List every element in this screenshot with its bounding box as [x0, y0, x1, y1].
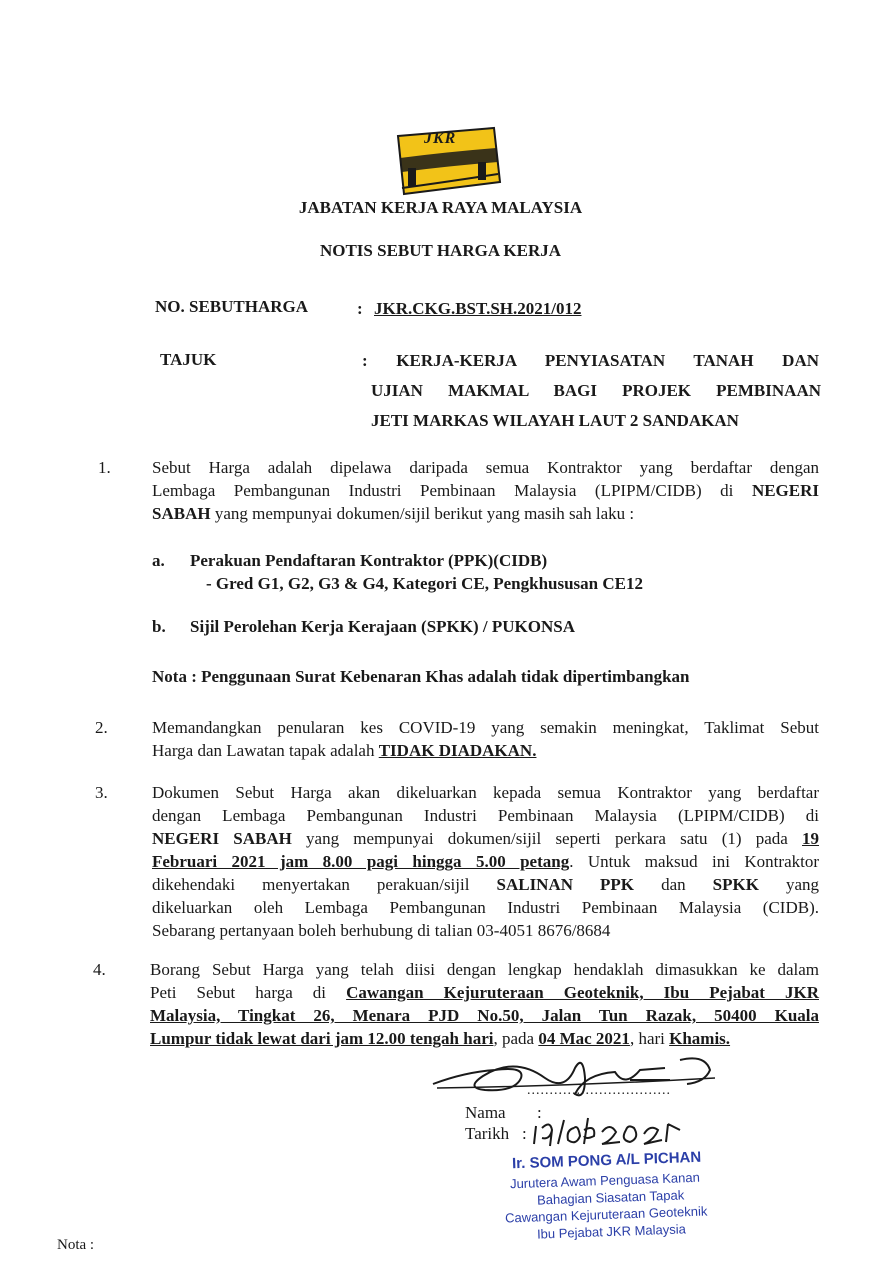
item-3-line-3-text: yang mempunyai dokumen/sijil seperti perkara satu (1) pada [306, 829, 788, 848]
item-4-line-4-text-2: , hari [629, 1029, 665, 1048]
item-4-line-2-text: Peti Sebut harga di [150, 983, 327, 1002]
item-1-sub-b-text: Sijil Perolehan Kerja Kerajaan (SPKK) / PUKONSA [190, 617, 575, 636]
nama-colon: : [537, 1103, 542, 1122]
item-4-line-1: Borang Sebut Harga yang telah diisi dengan lengkap hendaklah dimasukkan ke dalam [150, 960, 819, 979]
item-1-line-2-text: Lembaga Pembangunan Industri Pembinaan Malaysia (LPIPM/CIDB) di [152, 481, 734, 500]
item-3-region: NEGERI SABAH [152, 829, 292, 848]
item-3-line-2: dengan Lembaga Pembangunan Industri Pembinaan Malaysia (LPIPM/CIDB) di [152, 806, 819, 825]
item-3-line-4-text: . Untuk maksud ini Kontraktor [569, 852, 819, 871]
footer-note-label: Nota : [57, 1237, 95, 1253]
item-1-sub-a-grade: - Gred G1, G2, G3 & G4, Kategori CE, Pengkhususan CE12 [206, 574, 643, 593]
item-2-line-2-text: Harga dan Lawatan tapak adalah [152, 741, 375, 760]
item-1-line-2 [152, 480, 819, 502]
item-4-number: 4. [93, 960, 106, 979]
item-1-line-3-text: yang mempunyai dokumen/sijil berikut yang masih sah laku : [214, 504, 635, 523]
jkr-logo [386, 122, 504, 200]
subject-line-3: JETI MARKAS WILAYAH LAUT 2 SANDAKAN [371, 411, 739, 430]
subject-line-1: : KERJA-KERJA PENYIASATAN TANAH DAN [362, 351, 819, 370]
item-2-number: 2. [95, 718, 108, 737]
item-3-ppk-copy: SALINAN PPK [496, 875, 635, 894]
stamp-line-1: Jurutera Awam Penguasa Kanan [509, 1169, 701, 1192]
item-2-line-1: Memandangkan penularan kes COVID-19 yang semakin meningkat, Taklimat Sebut [152, 718, 819, 737]
subject-label: TAJUK [160, 350, 217, 369]
item-3-date-day: 19 [802, 829, 820, 848]
quotation-label: NO. SEBUTHARGA [155, 297, 309, 316]
stamp-line-2: Bahagian Siasatan Tapak [536, 1187, 685, 1208]
item-3-line-5 [152, 874, 819, 896]
notice-title: NOTIS SEBUT HARGA KERJA [319, 241, 562, 260]
item-3-date-time: Februari 2021 jam 8.00 pagi hingga 5.00 petang [152, 852, 570, 871]
item-2-emphasis: TIDAK DIADAKAN. [378, 741, 537, 760]
item-4-line-4-text-1: , pada [493, 1029, 535, 1048]
item-1-line-3 [152, 503, 634, 525]
item-4-location-1: Cawangan Kejuruteraan Geoteknik, Ibu Pejabat JKR [346, 983, 819, 1002]
item-1-number: 1. [98, 458, 111, 477]
item-3-line-6: dikeluarkan oleh Lembaga Pembangunan Industri Pembinaan Malaysia (CIDB). [152, 898, 819, 917]
item-3-line-5-text-c: dan [661, 875, 686, 894]
item-4-line-2 [150, 982, 819, 1004]
item-3-line-3 [152, 828, 819, 850]
item-3-spkk: SPKK [712, 875, 759, 894]
item-3-line-4 [152, 851, 819, 873]
subject-line-2: UJIAN MAKMAL BAGI PROJEK PEMBINAAN [371, 381, 821, 400]
handwritten-date [530, 1110, 690, 1150]
item-3-line-5-text-e: yang [785, 875, 820, 894]
item-4-deadline: Lumpur tidak lewat dari jam 12.00 tengah hari [150, 1029, 494, 1048]
stamp-name: Ir. SOM PONG A/L PICHAN [511, 1148, 702, 1173]
item-1-region-2: SABAH [152, 504, 211, 523]
item-4-day: Khamis. [669, 1029, 731, 1048]
item-1-sub-a-label: a. [152, 551, 165, 570]
item-4-date: 04 Mac 2021 [538, 1029, 630, 1048]
item-1-line-1: Sebut Harga adalah dipelawa daripada semua Kontraktor yang berdaftar dengan [152, 458, 819, 477]
nama-label: Nama [465, 1103, 506, 1122]
item-4-location-2: Malaysia, Tingkat 26, Menara PJD No.50, Jalan Tun Razak, 50400 Kuala [150, 1006, 819, 1025]
item-3-line-1: Dokumen Sebut Harga akan dikeluarkan kepada semua Kontraktor yang berdaftar [152, 783, 819, 802]
quotation-number: JKR.CKG.BST.SH.2021/012 [374, 299, 582, 318]
quotation-colon: : [357, 299, 363, 318]
item-3-number: 3. [95, 783, 108, 802]
tarikh-colon: : [522, 1124, 527, 1143]
item-3-line-5-text-a: dikehendaki menyertakan perakuan/sijil [152, 875, 470, 894]
item-1-region: NEGERI [751, 481, 820, 500]
item-3-line-7: Sebarang pertanyaan boleh berhubung di talian 03-4051 8676/8684 [152, 921, 611, 940]
jkr-logo-text: JKR [424, 130, 457, 147]
item-1-sub-b-label: b. [152, 617, 166, 636]
item-1-sub-a-title: Perakuan Pendaftaran Kontraktor (PPK)(CIDB) [190, 551, 548, 570]
stamp-line-3: Cawangan Kejuruteraan Geoteknik [504, 1203, 708, 1226]
department-title: JABATAN KERJA RAYA MALAYSIA [298, 198, 583, 217]
item-2-line-2 [152, 740, 536, 762]
tarikh-label: Tarikh [465, 1124, 510, 1143]
stamp-line-4: Ibu Pejabat JKR Malaysia [536, 1221, 687, 1242]
item-1-note: Nota : Penggunaan Surat Kebenaran Khas adalah tidak dipertimbangkan [152, 667, 690, 686]
signature-dots: ................................ [527, 1083, 671, 1098]
item-4-line-4 [150, 1028, 730, 1050]
